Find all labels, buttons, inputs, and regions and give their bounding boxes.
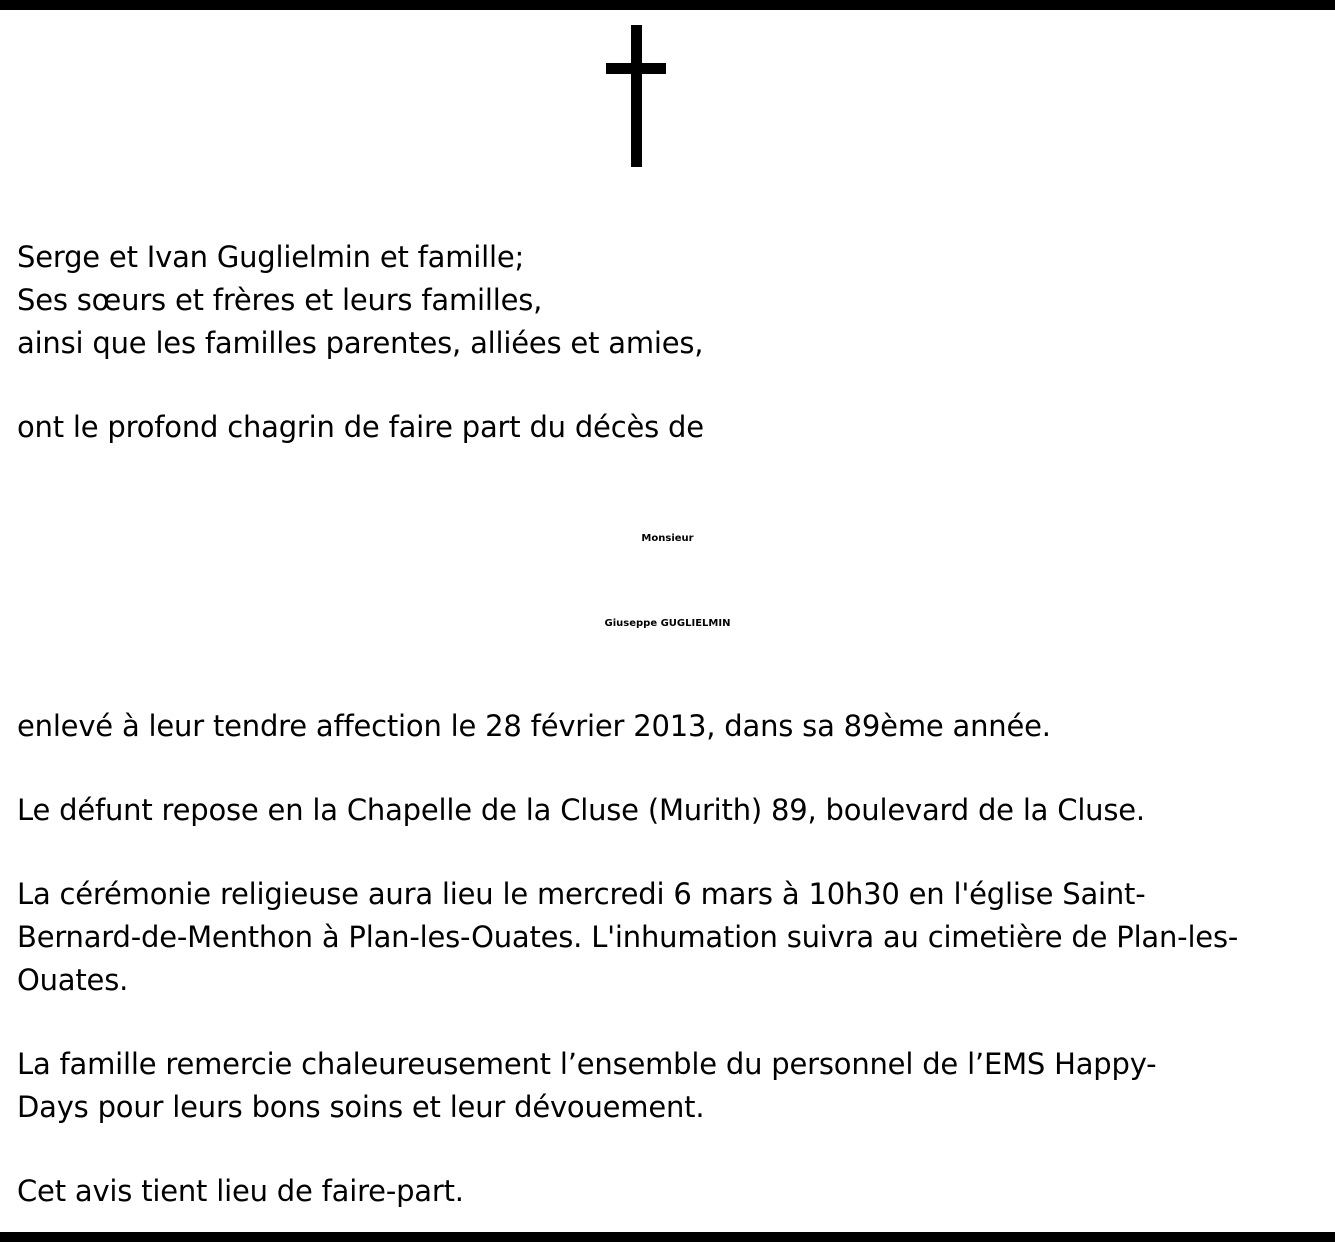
cross-icon	[606, 25, 666, 167]
announcement-text: ont le profond chagrin de faire part du décès de	[17, 410, 704, 444]
family-line-2: Ses sœurs et frères et leurs familles,	[17, 283, 543, 317]
ceremony-line-1: La cérémonie religieuse aura lieu le mercredi 6 mars à 10h30 en l'église Saint-	[17, 877, 1146, 911]
thanks-line-2: Days pour leurs bons soins et leur dévouement.	[17, 1090, 705, 1124]
repose-text: Le défunt repose en la Chapelle de la Cluse (Murith) 89, boulevard de la Cluse.	[17, 793, 1145, 827]
death-notice-text: enlevé à leur tendre affection le 28 février 2013, dans sa 89ème année.	[17, 709, 1051, 743]
closing-text: Cet avis tient lieu de faire-part.	[17, 1174, 464, 1208]
top-border-rule	[0, 0, 1335, 10]
deceased-honorific: Monsieur	[641, 533, 694, 544]
deceased-name: Giuseppe GUGLIELMIN	[604, 618, 731, 629]
family-line-1: Serge et Ivan Guglielmin et famille;	[17, 240, 525, 274]
family-line-3: ainsi que les familles parentes, alliées et amies,	[17, 326, 704, 360]
thanks-line-1: La famille remercie chaleureusement l’ensemble du personnel de l’EMS Happy-	[17, 1047, 1157, 1081]
ceremony-line-2: Bernard-de-Menthon à Plan-les-Ouates. L'inhumation suivra au cimetière de Plan-les-	[17, 920, 1239, 954]
bottom-border-rule	[0, 1232, 1335, 1242]
ceremony-line-3: Ouates.	[17, 963, 129, 997]
